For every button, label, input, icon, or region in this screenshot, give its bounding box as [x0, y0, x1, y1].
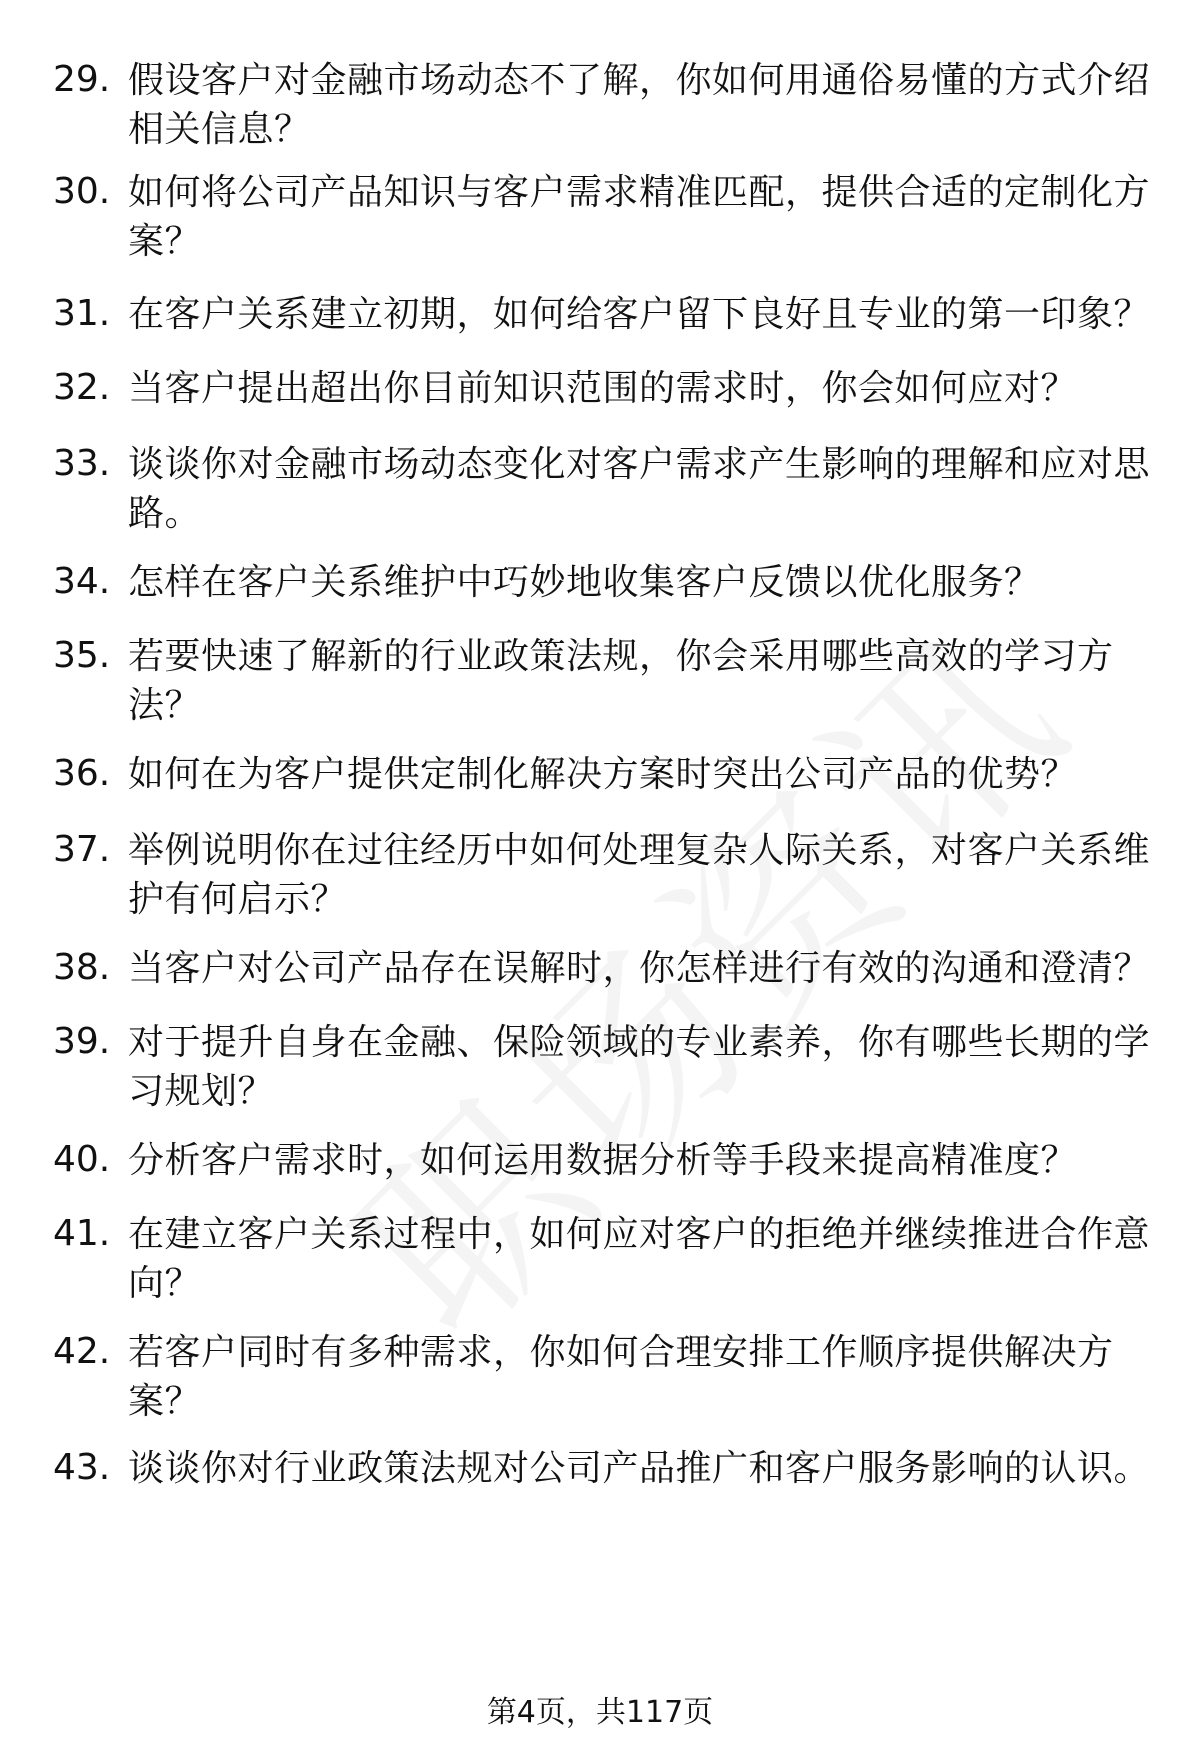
question-number: 43. — [53, 1447, 111, 1488]
question-text: 举例说明你在过往经历中如何处理复杂人际关系，对客户关系维护有何启示？ — [128, 830, 1151, 920]
question-text: 对于提升自身在金融、保险领域的专业素养，你有哪些长期的学习规划？ — [128, 1022, 1151, 1112]
question-text: 在建立客户关系过程中，如何应对客户的拒绝并继续推进合作意向？ — [128, 1214, 1151, 1304]
question-number: 40. — [53, 1139, 111, 1180]
question-number: 35. — [53, 635, 111, 676]
question-text: 若客户同时有多种需求，你如何合理安排工作顺序提供解决方案？ — [128, 1332, 1114, 1422]
question-text: 谈谈你对行业政策法规对公司产品推广和客户服务影响的认识。 — [128, 1448, 1151, 1489]
question-number: 37. — [53, 829, 111, 870]
question-text: 如何在为客户提供定制化解决方案时突出公司产品的优势？ — [128, 754, 1078, 795]
question-text: 当客户对公司产品存在误解时，你怎样进行有效的沟通和澄清？ — [128, 948, 1151, 989]
question-number: 38. — [53, 947, 111, 988]
question-number: 33. — [53, 443, 111, 484]
question-text: 分析客户需求时，如何运用数据分析等手段来提高精准度？ — [128, 1140, 1078, 1181]
page-footer — [0, 1693, 1200, 1733]
question-number: 29. — [53, 59, 111, 100]
question-number: 30. — [53, 171, 111, 212]
question-number: 41. — [53, 1213, 111, 1254]
page-number-label: 第4页，共117页 — [486, 1695, 714, 1730]
question-text: 谈谈你对金融市场动态变化对客户需求产生影响的理解和应对思路。 — [128, 444, 1151, 534]
question-text: 如何将公司产品知识与客户需求精准匹配，提供合适的定制化方案？ — [128, 172, 1151, 262]
question-number: 31. — [53, 293, 111, 334]
question-text: 在客户关系建立初期，如何给客户留下良好且专业的第一印象？ — [128, 294, 1151, 335]
question-text: 假设客户对金融市场动态不了解，你如何用通俗易懂的方式介绍相关信息？ — [128, 60, 1151, 150]
question-number: 36. — [53, 753, 111, 794]
question-text: 怎样在客户关系维护中巧妙地收集客户反馈以优化服务？ — [128, 562, 1041, 603]
question-number: 34. — [53, 561, 111, 602]
question-number: 32. — [53, 367, 111, 408]
question-number: 42. — [53, 1331, 111, 1372]
question-text: 当客户提出超出你目前知识范围的需求时，你会如何应对？ — [128, 368, 1078, 409]
question-number: 39. — [53, 1021, 111, 1062]
question-text: 若要快速了解新的行业政策法规，你会采用哪些高效的学习方法？ — [128, 636, 1114, 726]
